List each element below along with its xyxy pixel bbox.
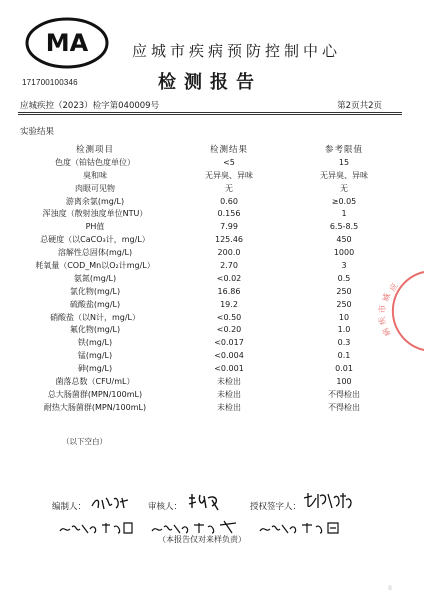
header-divider [18,112,402,113]
table-row [20,285,400,298]
row-result: 无 [225,183,233,193]
row-result: 125.46 [215,235,243,245]
document-title: 检测报告 [158,72,262,93]
row-item-name: 总大肠菌群(MPN/100mL) [47,389,143,399]
table-row [20,323,400,336]
svg-text:应: 应 [387,281,400,293]
row-limit: 1 [341,209,347,219]
row-item-name: 氨氮(mg/L) [73,273,117,283]
table-row [20,233,400,246]
row-limit: 0.1 [337,351,351,361]
reviewer-label: 审核人： [148,502,183,512]
row-result: 0.156 [217,209,241,219]
row-limit: 0.01 [335,364,353,374]
table-row [20,207,400,220]
approver-date-handwritten [258,517,348,537]
table-row [20,298,400,311]
table-row [20,259,400,272]
table-row [20,311,400,324]
blank-below-note: （以下空白） [62,437,107,446]
table-header-row [20,143,400,156]
faint-mark: 8 [388,585,392,592]
row-item-name: 色度（铂钴色度单位） [55,157,135,167]
row-result: <0.50 [216,312,242,322]
section-title: 实验结果 [20,127,55,137]
row-limit: 3 [341,260,347,270]
table-row [20,388,400,401]
svg-text:疾: 疾 [377,315,388,326]
row-item-name: 浑浊度（散射浊度单位NTU） [42,209,148,219]
row-item-name: 硫酸盐(mg/L) [69,299,121,309]
row-limit: 不得检出 [328,389,360,399]
ma-certification-logo [24,16,110,70]
row-item-name: 砷(mg/L) [77,364,113,374]
table-row [20,169,400,182]
table-row [20,195,400,208]
row-limit: 450 [336,235,352,245]
row-result: 7.99 [220,222,238,232]
preparer-signature [90,494,130,512]
row-result: 无异臭、异味 [205,170,253,180]
header-result: 检测结果 [209,145,248,156]
row-result: <5 [223,157,235,167]
approver-label: 授权签字人： [250,502,302,512]
table-row [20,156,400,169]
row-result: <0.20 [216,325,242,335]
row-result: 16.86 [217,286,241,296]
row-item-name: 氟化物(mg/L) [69,325,121,335]
reviewer-signature [186,492,222,512]
row-item-name: 臭和味 [83,170,107,180]
approver-signature [302,490,356,512]
header-divider-double [18,114,402,115]
svg-text:市: 市 [378,305,387,313]
svg-text:MA: MA [45,29,89,57]
row-result: <0.02 [216,273,242,283]
row-limit: 无 [340,183,348,193]
row-result: 未检出 [217,376,241,386]
results-table [20,143,400,414]
row-item-name: PH值 [85,222,105,232]
row-limit: 0.5 [337,273,351,283]
preparer-date-handwritten [58,517,140,537]
table-row [20,182,400,195]
row-item-name: 耗氧量（COD_Mn以O₂计mg/L） [35,260,155,270]
row-item-name: 氯化物(mg/L) [69,286,121,296]
row-result: 19.2 [220,299,238,309]
table-row [20,272,400,285]
row-result: <0.004 [214,351,244,361]
row-limit: 不得检出 [328,402,360,412]
official-seal-stamp [366,270,424,352]
header-limit: 参考限值 [324,145,363,156]
row-limit: 100 [336,376,352,386]
header-item: 检测项目 [75,145,114,156]
row-item-name: 锰(mg/L) [77,351,113,361]
row-result: 未检出 [217,389,241,399]
row-limit: 250 [336,286,352,296]
row-result: <0.001 [214,364,244,374]
svg-text:病: 病 [380,326,393,338]
row-limit: 无异臭、异味 [320,170,368,180]
table-row [20,349,400,362]
row-limit: ≥0.05 [331,196,357,206]
row-limit: 1000 [333,248,355,258]
table-row [20,220,400,233]
preparer-label: 编制人： [52,502,87,512]
svg-text:城: 城 [381,292,393,303]
page-indicator: 第2页共2页 [337,101,382,111]
disclaimer: （本报告仅对来样负责） [158,535,246,544]
row-result: <0.017 [214,338,244,348]
table-row [20,375,400,388]
table-row [20,246,400,259]
row-item-name: 硝酸盐（以N计，mg/L） [49,312,140,322]
ma-serial-number: 171700100346 [22,78,78,87]
row-result: 0.60 [220,196,238,206]
row-item-name: 菌落总数（CFU/mL） [55,376,135,386]
row-item-name: 铁(mg/L) [77,338,113,348]
organization-name: 应城市疾病预防控制中心 [132,42,342,60]
report-number: 应城疾控（2023）检字第040009号 [20,101,160,111]
row-limit: 15 [338,157,350,167]
row-item-name: 溶解性总固体(mg/L) [57,248,133,258]
row-limit: 1.0 [337,325,351,335]
row-limit: 250 [336,299,352,309]
table-row [20,336,400,349]
row-item-name: 耐热大肠菌群(MPN/100mL) [43,402,147,412]
table-row [20,401,400,414]
row-limit: 6.5-8.5 [329,222,359,232]
row-item-name: 肉眼可见物 [75,183,115,193]
row-result: 200.0 [217,248,241,258]
table-row [20,362,400,375]
row-result: 未检出 [217,402,241,412]
row-limit: 10 [338,312,350,322]
row-item-name: 游离余氯(mg/L) [65,196,125,206]
row-limit: 0.3 [337,338,351,348]
row-result: 2.70 [220,260,238,270]
row-item-name: 总硬度（以CaCO₃计，mg/L） [40,235,150,245]
